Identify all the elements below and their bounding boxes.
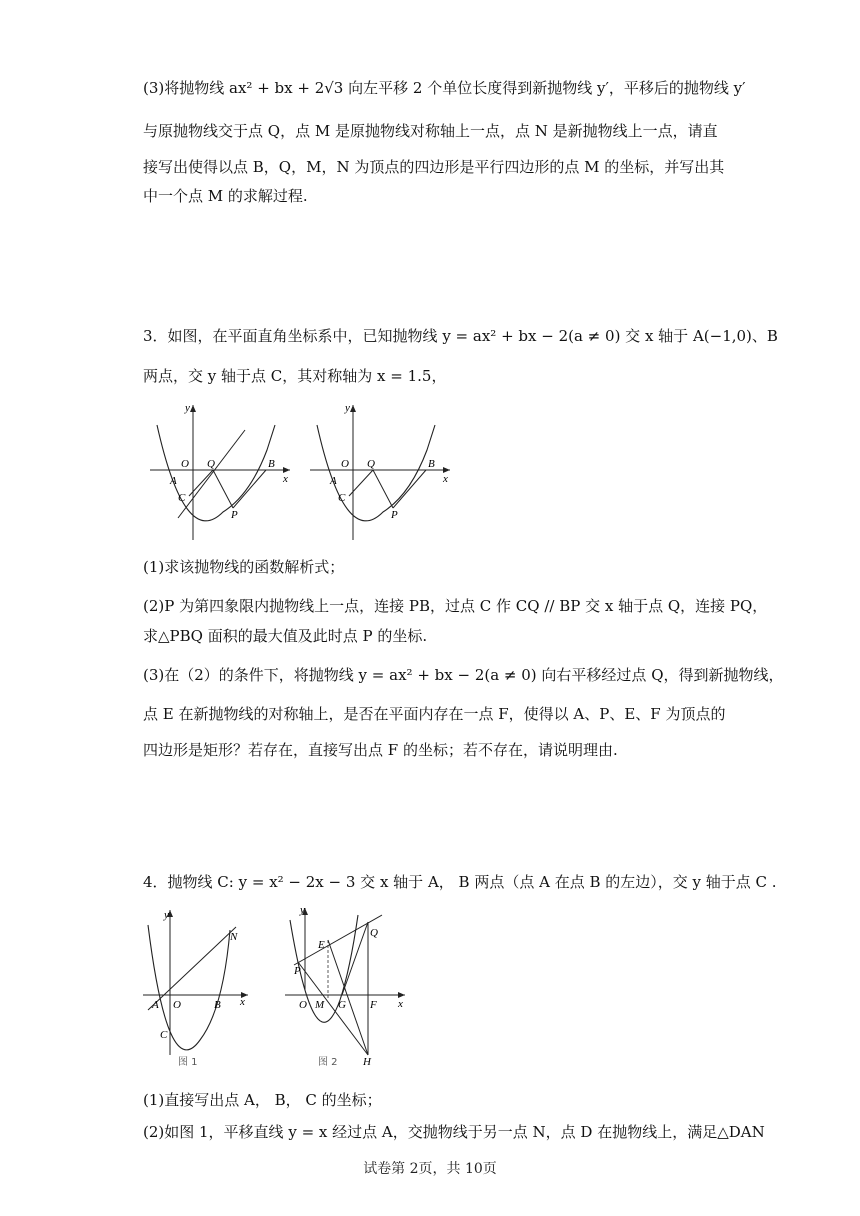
q3-part3-line2: 点 E 在新抛物线的对称轴上，是否在平面内存在一点 F，使得以 A、P、E、F 为顶点的 xyxy=(143,705,726,723)
q4-fig2-caption: 图 2 xyxy=(318,1057,338,1068)
q3-fig2-b-label: B xyxy=(428,458,435,470)
q3-fig2-x-label: x xyxy=(443,473,448,485)
q3-fig2-a-label: A xyxy=(330,475,337,487)
q3-fig-a-label: A xyxy=(170,475,177,487)
q4-fig1-caption: 图 1 xyxy=(178,1057,198,1068)
q3-part1: (1)求该抛物线的函数解析式； xyxy=(143,558,345,576)
q3-fig2-c-label: C xyxy=(338,492,346,504)
q2-part3-line1: (3)将抛物线 ax² + bx + 2√3 向左平移 2 个单位长度得到新抛物线 y′，平移后的抛物线 y′ xyxy=(143,79,746,97)
q4-figure-1 xyxy=(138,905,253,1075)
q4-fig2-h-label: H xyxy=(363,1056,371,1068)
q4-fig1-x-label: x xyxy=(240,996,245,1008)
q3-fig2-y-label: y xyxy=(345,402,350,414)
q4-fig2-y-label: y xyxy=(300,904,305,916)
q3-fig-b-label: B xyxy=(268,458,275,470)
q4-part1: (1)直接写出点 A， B， C 的坐标； xyxy=(143,1091,382,1109)
q4-fig2-o-label: O xyxy=(299,999,307,1011)
q3-figure-left xyxy=(145,400,295,545)
q3-figure-right xyxy=(305,400,455,545)
q3-part3-line1: (3)在（2）的条件下，将抛物线 y = ax² + bx − 2(a ≠ 0) 向右平移经过点 Q，得到新抛物线， xyxy=(143,666,784,684)
q4-fig1-a-label: A xyxy=(152,999,159,1011)
q2-part3-line2: 与原抛物线交于点 Q，点 M 是原抛物线对称轴上一点，点 N 是新抛物线上一点，请直 xyxy=(143,122,718,140)
q4-part2: (2)如图 1，平移直线 y = x 经过点 A，交抛物线于另一点 N，点 D 在抛物线上，满足△DAN xyxy=(143,1123,765,1141)
q3-part2-line2: 求△PBQ 面积的最大值及此时点 P 的坐标. xyxy=(143,627,428,645)
q3-fig-p-label: P xyxy=(231,509,238,521)
q4-fig2-f-label: F xyxy=(370,999,377,1011)
q3-fig2-p-label: P xyxy=(391,509,398,521)
q3-fig2-o-label: O xyxy=(341,458,349,470)
q3-part2-line1: (2)P 为第四象限内抛物线上一点，连接 PB，过点 C 作 CQ // BP 交 x 轴于点 Q，连接 PQ， xyxy=(143,597,768,615)
q3-fig-o-label: O xyxy=(181,458,189,470)
q4-fig1-b-label: B xyxy=(214,999,221,1011)
q4-intro: 4．抛物线 C: y = x² − 2x − 3 交 x 轴于 A， B 两点（点 A 在点 B 的左边），交 y 轴于点 C . xyxy=(143,873,777,891)
q3-fig-y-label: y xyxy=(185,402,190,414)
q3-fig-c-label: C xyxy=(178,492,186,504)
q4-fig2-g-label: G xyxy=(338,999,346,1011)
q4-fig1-n-label: N xyxy=(230,931,238,943)
q3-fig2-q-label: Q xyxy=(367,458,375,470)
q4-fig2-q-label: Q xyxy=(370,927,378,939)
q2-part3-line4: 中一个点 M 的求解过程. xyxy=(143,187,308,205)
q3-fig-x-label: x xyxy=(283,473,288,485)
q3-part3-line3: 四边形是矩形？若存在，直接写出点 F 的坐标；若不存在，请说明理由. xyxy=(143,741,618,759)
q4-figure-2 xyxy=(280,900,410,1070)
q3-fig-q-label: Q xyxy=(207,458,215,470)
q3-intro-line2: 两点，交 y 轴于点 C，其对称轴为 x = 1.5， xyxy=(143,367,447,385)
q4-fig2-p-label: P xyxy=(294,965,301,977)
q4-fig1-c-label: C xyxy=(160,1029,168,1041)
q4-fig2-x-label: x xyxy=(398,998,403,1010)
q3-intro-line1: 3．如图，在平面直角坐标系中，已知抛物线 y = ax² + bx − 2(a ≠ 0) 交 x 轴于 A(−1,0)、B xyxy=(143,327,778,345)
q4-fig1-y-label: y xyxy=(164,909,169,921)
q2-part3-line3: 接写出使得以点 B，Q，M，N 为顶点的四边形是平行四边形的点 M 的坐标，并写出其 xyxy=(143,158,725,176)
q4-fig2-e-label: E xyxy=(318,939,325,951)
page-footer: 试卷第 2页，共 10页 xyxy=(363,1161,497,1177)
q4-fig1-o-label: O xyxy=(173,999,181,1011)
q4-fig2-m-label: M xyxy=(315,999,325,1011)
